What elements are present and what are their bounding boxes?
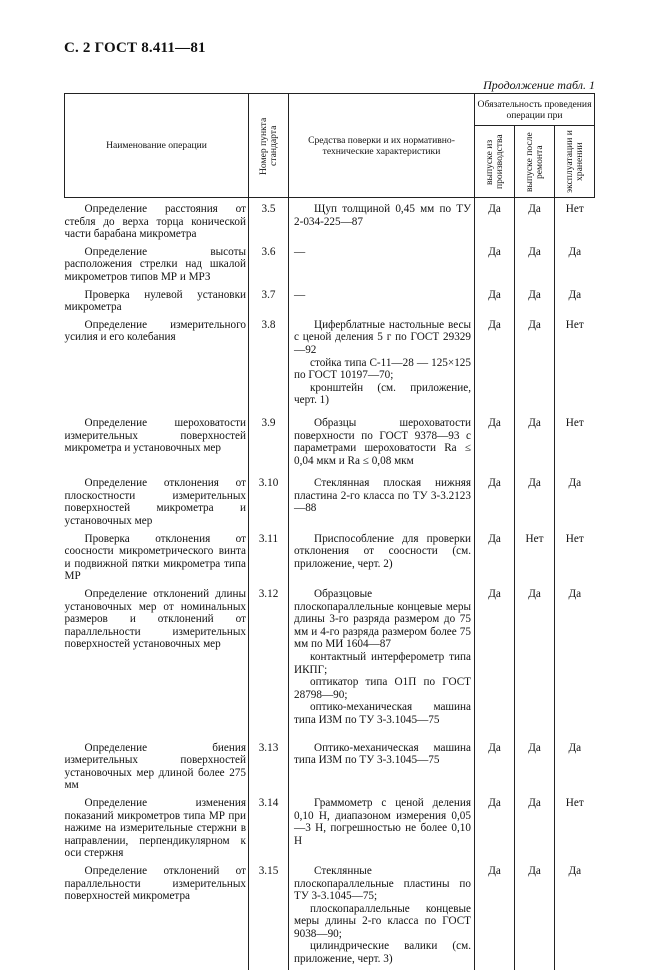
table-row [65, 792, 595, 860]
means-text: Граммометр с ценой деления 0,10 Н, диапазоном измерения 0,05—3 Н, погрешностью не более 0,10 Н [294, 796, 471, 847]
table-row [65, 467, 595, 527]
clause-number-cell: 3.14 [249, 792, 289, 860]
means-text: Щуп толщиной 0,45 мм по ТУ 2-034-225—87 [294, 203, 471, 228]
operation-storage-cell: Да [568, 245, 582, 258]
clause-number-header-text: Номер пункта стандарта [257, 116, 279, 175]
release-repair-cell: Да [515, 241, 555, 284]
operation-text: Проверка отклонения от соосности микрометрического винта и подвижной пятки микрометра типа МР [64, 532, 246, 583]
means-text: Образцовые плоскопараллельные концевые меры длины 3-го разряда размером до 75 мм и 4-го разряда размером более 75 мм по МИ 1604—87 [294, 588, 471, 651]
spacer-cell [475, 966, 515, 970]
clause-number-cell: 3.9 [249, 407, 289, 467]
operation-cell [65, 583, 249, 727]
means-text: Образцы шероховатости поверхности по ГОСТ 9378—93 с параметрами шероховатости Ra ≤ 0,04 мкм и Ra ≤ 0,08 мкм [294, 416, 471, 467]
clause-number-cell: 3.10 [249, 467, 289, 527]
column-header-means: Средства поверки и их нормативно-технические характеристики [289, 94, 475, 198]
release-repair-cell: Да [515, 792, 555, 860]
column-header-mandatory-group: Обязательность проведения операции при [475, 94, 595, 126]
operation-text: Определение измерительного усилия и его колебания [64, 318, 246, 344]
operation-text: Определение расстояния от стебля до верха торца конической части барабана микрометра [64, 203, 246, 241]
operation-storage-header-text: эксплуатации и хранении [563, 130, 585, 193]
means-text: Стеклянная плоская нижняя пластина 2-го класса по ТУ 3-3.2123—88 [294, 477, 471, 515]
clause-number-cell: 3.15 [249, 860, 289, 966]
release-production-cell: Да [475, 727, 515, 792]
release-production-cell: Да [475, 241, 515, 284]
column-header-clause-number [249, 94, 289, 198]
operation-storage-cell: Нет [565, 796, 584, 809]
table-row [65, 314, 595, 407]
table-row [65, 407, 595, 467]
release-production-cell: Да [475, 407, 515, 467]
means-text: кронштейн (см. приложение, черт. 1) [294, 381, 471, 407]
operation-storage-cell: Нет [565, 416, 584, 429]
means-cell [289, 528, 475, 583]
operation-cell [65, 727, 249, 792]
table-row [65, 241, 595, 284]
clause-number-cell: 3.6 [249, 241, 289, 284]
table-row [65, 284, 595, 314]
release-production-cell: Да [475, 528, 515, 583]
table-row [65, 583, 595, 727]
release-repair-header-text: выпуске после ремонта [523, 131, 545, 192]
column-header-release-repair [515, 126, 555, 198]
means-cell [289, 467, 475, 527]
means-cell [289, 198, 475, 241]
operation-text: Определение высоты расположения стрелки над шкалой микрометров типов МР и МРЗ [64, 245, 246, 283]
means-text: — [294, 288, 306, 301]
operation-text: Проверка нулевой установки микрометра [64, 288, 246, 314]
means-cell [289, 583, 475, 727]
means-cell [289, 314, 475, 407]
means-cell [289, 407, 475, 467]
column-header-release-production [475, 126, 515, 198]
spacer-cell [65, 966, 249, 970]
table-continuation-label: Продолжение табл. 1 [483, 78, 595, 92]
release-repair-cell: Да [515, 583, 555, 727]
table-row [65, 860, 595, 966]
release-repair-cell: Да [515, 198, 555, 241]
operation-text: Определение биения измерительных поверхностей установочных мер длиной более 275 мм [64, 741, 246, 792]
release-production-cell: Да [475, 198, 515, 241]
release-production-header-text: выпуске из производства [483, 134, 505, 189]
release-repair-cell: Да [515, 727, 555, 792]
means-text: стойка типа С-11—28 — 125×125 по ГОСТ 10197—70; [294, 356, 471, 382]
means-cell [289, 860, 475, 966]
release-repair-cell: Да [515, 314, 555, 407]
release-production-cell: Да [475, 284, 515, 314]
clause-number-cell: 3.8 [249, 314, 289, 407]
means-cell [289, 727, 475, 792]
operation-text: Определение отклонений от параллельности измерительных поверхностей микрометра [64, 864, 246, 903]
operation-cell [65, 198, 249, 241]
operation-storage-cell: Да [568, 477, 582, 490]
operation-cell [65, 528, 249, 583]
means-text: Циферблатные настольные весы с ценой деления 5 г по ГОСТ 29329—92 [294, 318, 471, 356]
release-repair-cell: Нет [515, 528, 555, 583]
spacer-cell [289, 966, 475, 970]
means-cell [289, 284, 475, 314]
table-row [65, 198, 595, 241]
means-text: оптикатор типа О1П по ГОСТ 28798—90; [294, 676, 471, 701]
operation-cell [65, 241, 249, 284]
means-text: Приспособление для проверки отклонения от соосности (см. приложение, черт. 2) [294, 532, 471, 570]
operation-cell [65, 467, 249, 527]
operation-cell [65, 314, 249, 407]
clause-number-cell: 3.11 [249, 528, 289, 583]
operation-storage-cell: Нет [565, 203, 584, 215]
verification-operations-table [64, 93, 595, 970]
means-text: оптико-механическая машина типа ИЗМ по ТУ 3-3.1045—75 [294, 701, 471, 726]
operation-text: Определение изменения показаний микрометров типа МР при нажиме на измерительные стержни в направлении, перпендикулярном к оси стержня [64, 796, 246, 860]
means-cell [289, 241, 475, 284]
operation-cell [65, 860, 249, 966]
table-body [65, 198, 595, 970]
release-repair-cell: Да [515, 860, 555, 966]
table-spacer-row [65, 966, 595, 970]
column-header-operation: Наименование операции [65, 94, 249, 198]
operation-text: Определение отклонений длины установочных мер от номинальных размеров и отклонений от параллельности измерительных поверхностей установочных мер [64, 588, 246, 651]
table-row [65, 727, 595, 792]
release-production-cell: Да [475, 792, 515, 860]
operation-storage-cell: Да [568, 288, 582, 301]
release-production-cell: Да [475, 467, 515, 527]
means-cell [289, 792, 475, 860]
spacer-cell [555, 966, 595, 970]
clause-number-cell: 3.13 [249, 727, 289, 792]
operation-storage-cell: Да [568, 864, 582, 877]
page-header: С. 2 ГОСТ 8.411—81 [64, 40, 206, 56]
table-row [65, 528, 595, 583]
clause-number-cell: 3.5 [249, 198, 289, 241]
release-production-cell: Да [475, 314, 515, 407]
operation-cell [65, 407, 249, 467]
means-text: Оптико-механическая машина типа ИЗМ по ТУ 3-3.1045—75 [294, 741, 471, 767]
means-text: Стеклянные плоскопараллельные пластины по ТУ 3-3.1045—75; [294, 864, 471, 903]
operation-cell [65, 284, 249, 314]
operation-text: Определение отклонения от плоскостности измерительных поверхностей микрометра и установочных мер [64, 477, 246, 528]
means-text: плоскопараллельные концевые меры длины 2-го класса по ГОСТ 9038—90; [294, 902, 471, 940]
means-text: — [294, 245, 306, 258]
column-header-operation-storage [555, 126, 595, 198]
release-repair-cell: Да [515, 467, 555, 527]
release-production-cell: Да [475, 860, 515, 966]
spacer-cell [249, 966, 289, 970]
means-text: контактный интерферометр типа ИКПГ; [294, 651, 471, 676]
release-repair-cell: Да [515, 407, 555, 467]
release-production-cell: Да [475, 583, 515, 727]
operation-cell [65, 792, 249, 860]
release-repair-cell: Да [515, 284, 555, 314]
clause-number-cell: 3.7 [249, 284, 289, 314]
operation-storage-cell: Да [568, 588, 582, 601]
operation-text: Определение шероховатости измерительных поверхностей микрометра и установочных мер [64, 416, 246, 455]
operation-storage-cell: Нет [565, 532, 584, 545]
operation-storage-cell: Да [568, 741, 582, 754]
clause-number-cell: 3.12 [249, 583, 289, 727]
means-text: цилиндрические валики (см. приложение, черт. 3) [294, 940, 471, 966]
spacer-cell [515, 966, 555, 970]
operation-storage-cell: Нет [565, 318, 584, 331]
